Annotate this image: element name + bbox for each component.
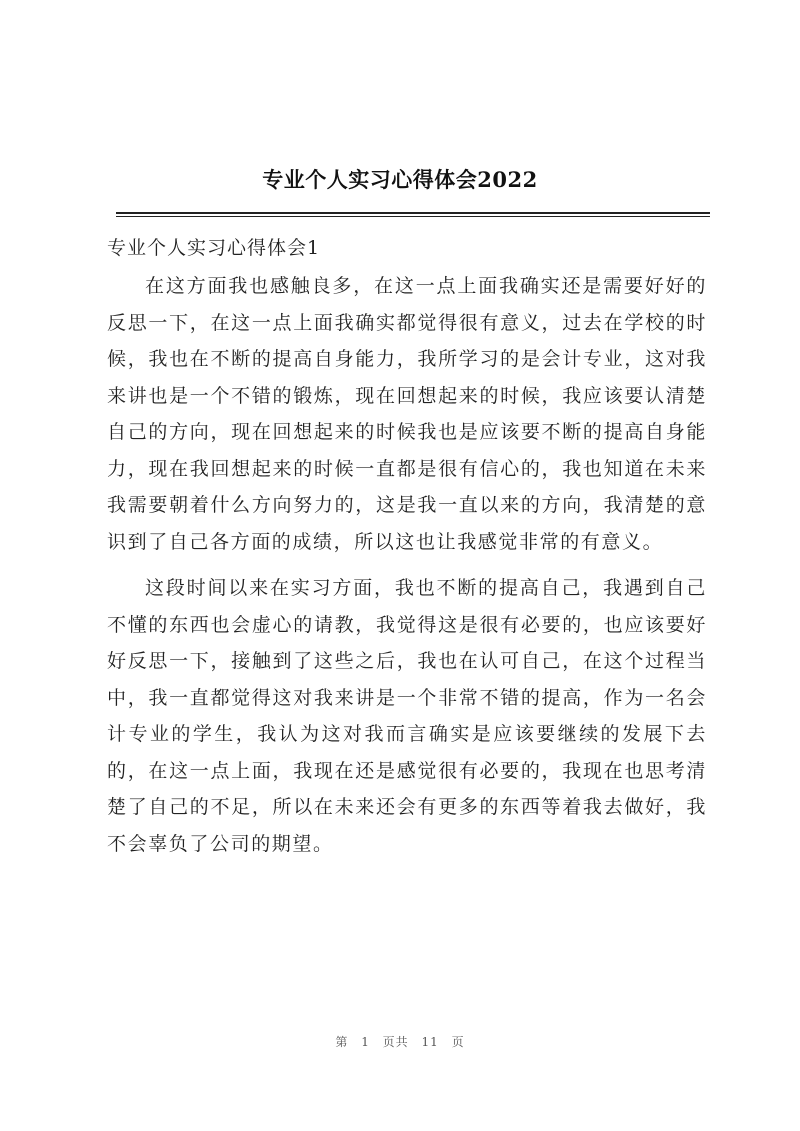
paragraph-1: 在这方面我也感触良多，在这一点上面我确实还是需要好好的反思一下，在这一点上面我确实都觉得很有意义，过去在学校的时候，我也在不断的提高自身能力，我所学习的是会计专业，这对我来讲也是一个不错的锻炼，现在回想起来的时候，我应该要认清楚自己的方向，现在回想起来的时候我也是应该要不断的提高自身能力，现在我回想起来的时候一直都是很有信心的，我也知道在未来我需要朝着什么方向努力的，这是我一直以来的方向，我清楚的意识到了自己各方面的成绩，所以这也让我感觉非常的有意义。: [107, 275, 707, 553]
title-divider-thick: [116, 212, 710, 214]
footer-total-pages: 11: [421, 1035, 439, 1049]
footer-middle: 页共: [382, 1035, 409, 1049]
section-heading: 专业个人实习心得体会1: [107, 237, 321, 259]
footer-current-page: 1: [361, 1035, 370, 1049]
title-divider-thin: [116, 216, 710, 217]
document-title: 专业个人实习心得体会2022: [262, 167, 538, 192]
paragraph-2: 这段时间以来在实习方面，我也不断的提高自己，我遇到自己不懂的东西也会虚心的请教，我觉得这是很有必要的，也应该要好好反思一下，接触到了这些之后，我也在认可自己，在这个过程当中，我一直都觉得这对我来讲是一个非常不错的提高，作为一名会计专业的学生，我认为这对我而言确实是应该要继续的发展下去的，在这一点上面，我现在还是感觉很有必要的，我现在也思考清楚了自己的不足，所以在未来还会有更多的东西等着我去做好，我不会辜负了公司的期望。: [107, 577, 707, 855]
body-text: [107, 268, 707, 872]
footer-suffix: 页: [451, 1035, 465, 1049]
page-footer: [0, 1033, 800, 1050]
footer-prefix: 第: [335, 1035, 349, 1049]
